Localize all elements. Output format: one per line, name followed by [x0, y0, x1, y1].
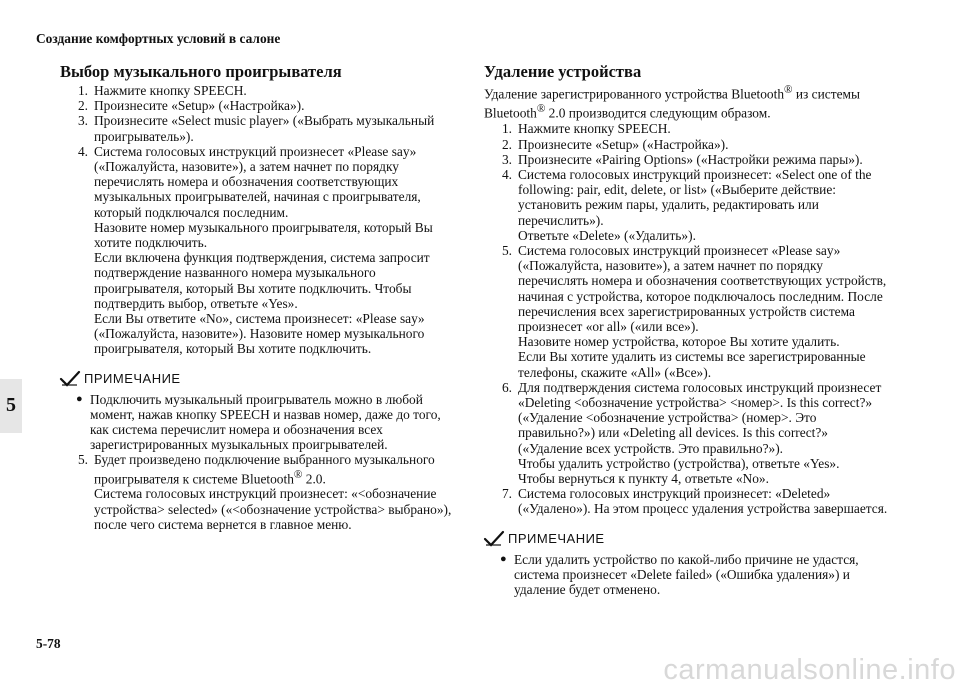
registered-mark: ®	[293, 468, 303, 481]
step-text: Нажмите кнопку SPEECH.	[94, 83, 247, 98]
step-item	[60, 113, 460, 143]
step-item	[484, 121, 889, 136]
step-item	[484, 167, 889, 243]
step-item	[60, 83, 460, 98]
note-label: ПРИМЕЧАНИЕ	[508, 531, 605, 547]
step-text: Чтобы удалить устройство (устройства), ответьте «Yes».	[518, 455, 840, 471]
step-number: 5.	[501, 242, 512, 258]
step-text: Произнесите «Setup» («Настройка»).	[94, 98, 305, 114]
step-item	[60, 144, 460, 357]
intro-text: Удаление зарегистрированного устройства Bluetooth® из системы Bluetooth® 2.0 производится следующим образом.	[484, 84, 861, 121]
select-player-steps	[60, 83, 460, 357]
step-text: Назовите номер музыкального проигрывателя, который Вы хотите подключить.	[94, 219, 433, 251]
step-text: Произнесите «Select music player» («Выбрать музыкальный проигрыватель»).	[94, 113, 435, 144]
section-title-delete-device: Удаление устройства	[484, 62, 642, 81]
step-item	[484, 243, 889, 380]
step-number: 1.	[501, 121, 512, 137]
step-text: Система голосовых инструкций произнесет: «Select one of the following: pair, edit, delete, or list» («Выберите действие: установить режим пары, удалить, редактировать или перечислить»).	[518, 166, 872, 228]
step-text: Система голосовых инструкций произнесет: «<обозначение устройства> selected» («<обозначение устройства> выбрано»), после чего система вернется в главное меню.	[94, 486, 452, 532]
step-number: 4.	[501, 166, 512, 182]
step-item	[484, 380, 889, 486]
step-number: 4.	[77, 143, 88, 159]
step-item	[484, 486, 889, 516]
step-text: Произнесите «Pairing Options» («Настройки режима пары»).	[518, 151, 863, 167]
page-number: 5-78	[36, 636, 61, 651]
note-item	[500, 552, 889, 598]
step-item	[484, 137, 889, 152]
note-heading	[59, 370, 460, 388]
bullet-icon: ●	[500, 552, 507, 565]
step-text: Чтобы вернуться к пункту 4, ответьте «No».	[518, 471, 769, 487]
step-text: Если включена функция подтверждения, система запросит подтверждение названного номера музыкального проигрывателя, который Вы хотите подключить. Чтобы подтвердить выбор, ответьте «Yes».	[94, 250, 430, 311]
registered-mark: ®	[784, 84, 793, 96]
left-column	[60, 62, 460, 532]
note-pencil-icon	[59, 370, 81, 388]
step-number: 2.	[77, 98, 88, 114]
note-heading	[483, 530, 889, 548]
step-text: Если Вы хотите удалить из системы все зарегистрированные телефоны, скажите «All» («Все»).	[518, 349, 866, 380]
note-text: Подключить музыкальный проигрыватель можно в любой момент, нажав кнопку SPEECH и назвав номер, даже до того, как система перечислит номера и обозначения всех зарегистрированных музыкальных проигрывателей.	[90, 391, 441, 453]
step-text: Для подтверждения система голосовых инструкций произнесет «Deleting <обозначение устройства> <номер>. Is this correct?» («Удаление <обозначение устройства> (номер>. Это правильно?») или «Deleting all devices. Is this correct?» («Удаление всех устройств. Это правильно?»).	[518, 379, 882, 456]
step-number: 1.	[77, 83, 88, 98]
registered-mark: ®	[536, 102, 546, 115]
note-label: ПРИМЕЧАНИЕ	[84, 371, 181, 387]
chapter-tab: 5	[0, 379, 22, 433]
step-number: 7.	[501, 486, 512, 502]
step-number: 5.	[77, 452, 88, 468]
step-text: Система голосовых инструкций произнесет «Please say» («Пожалуйста, назовите»), а затем начнет по порядку перечислять номера и обозначения соответствующих музыкальных проигрывателей, начиная с проигрывателя, который подключался последним.	[94, 143, 421, 220]
section-title-select-player: Выбор музыкального проигрывателя	[60, 62, 342, 81]
step-number: 3.	[77, 113, 88, 129]
delete-device-steps	[484, 121, 889, 516]
step-text: Если Вы ответите «No», система произнесет: «Please say» («Пожалуйста, назовите»). Назовите номер музыкального проигрывателя, который Вы хотите подключить.	[94, 311, 425, 357]
select-player-steps-continued	[60, 452, 460, 531]
watermark: carmanualsonline.info	[663, 653, 956, 686]
note-item	[76, 392, 460, 453]
step-number: 6.	[501, 379, 512, 395]
right-column	[484, 62, 889, 597]
step-text: Система голосовых инструкций произнесет: «Deleted» («Удалено»). На этом процесс удаления устройства завершается.	[518, 486, 888, 517]
step-text: Будет произведено подключение выбранного музыкального проигрывателя к системе Bluetooth® 2.0.	[94, 452, 435, 487]
note-pencil-icon	[483, 530, 505, 548]
step-text: Назовите номер устройства, которое Вы хотите удалить.	[518, 334, 840, 350]
step-item	[484, 152, 889, 167]
running-header: Создание комфортных условий в салоне	[36, 31, 281, 46]
step-item	[60, 452, 460, 531]
step-number: 2.	[501, 136, 512, 152]
bullet-icon: ●	[76, 392, 83, 405]
step-text: Нажмите кнопку SPEECH.	[518, 121, 671, 137]
step-text: Произнесите «Setup» («Настройка»).	[518, 136, 729, 152]
step-number: 3.	[501, 151, 512, 167]
step-item	[60, 98, 460, 113]
note-text: Если удалить устройство по какой-либо причине не удастся, система произнесет «Delete failed» («Ошибка удаления») и удаление будет отменено.	[514, 551, 859, 598]
step-text: Ответьте «Delete» («Удалить»).	[518, 227, 696, 243]
step-text: Система голосовых инструкций произнесет «Please say» («Пожалуйста, назовите»), а затем начнет по порядку перечислять номера и обозначения соответствующих устройств, начиная с устройства, которое подключалось последним. После перечисления всех зарегистрированных устройств система произнесет «or all» («или все»).	[518, 242, 887, 334]
